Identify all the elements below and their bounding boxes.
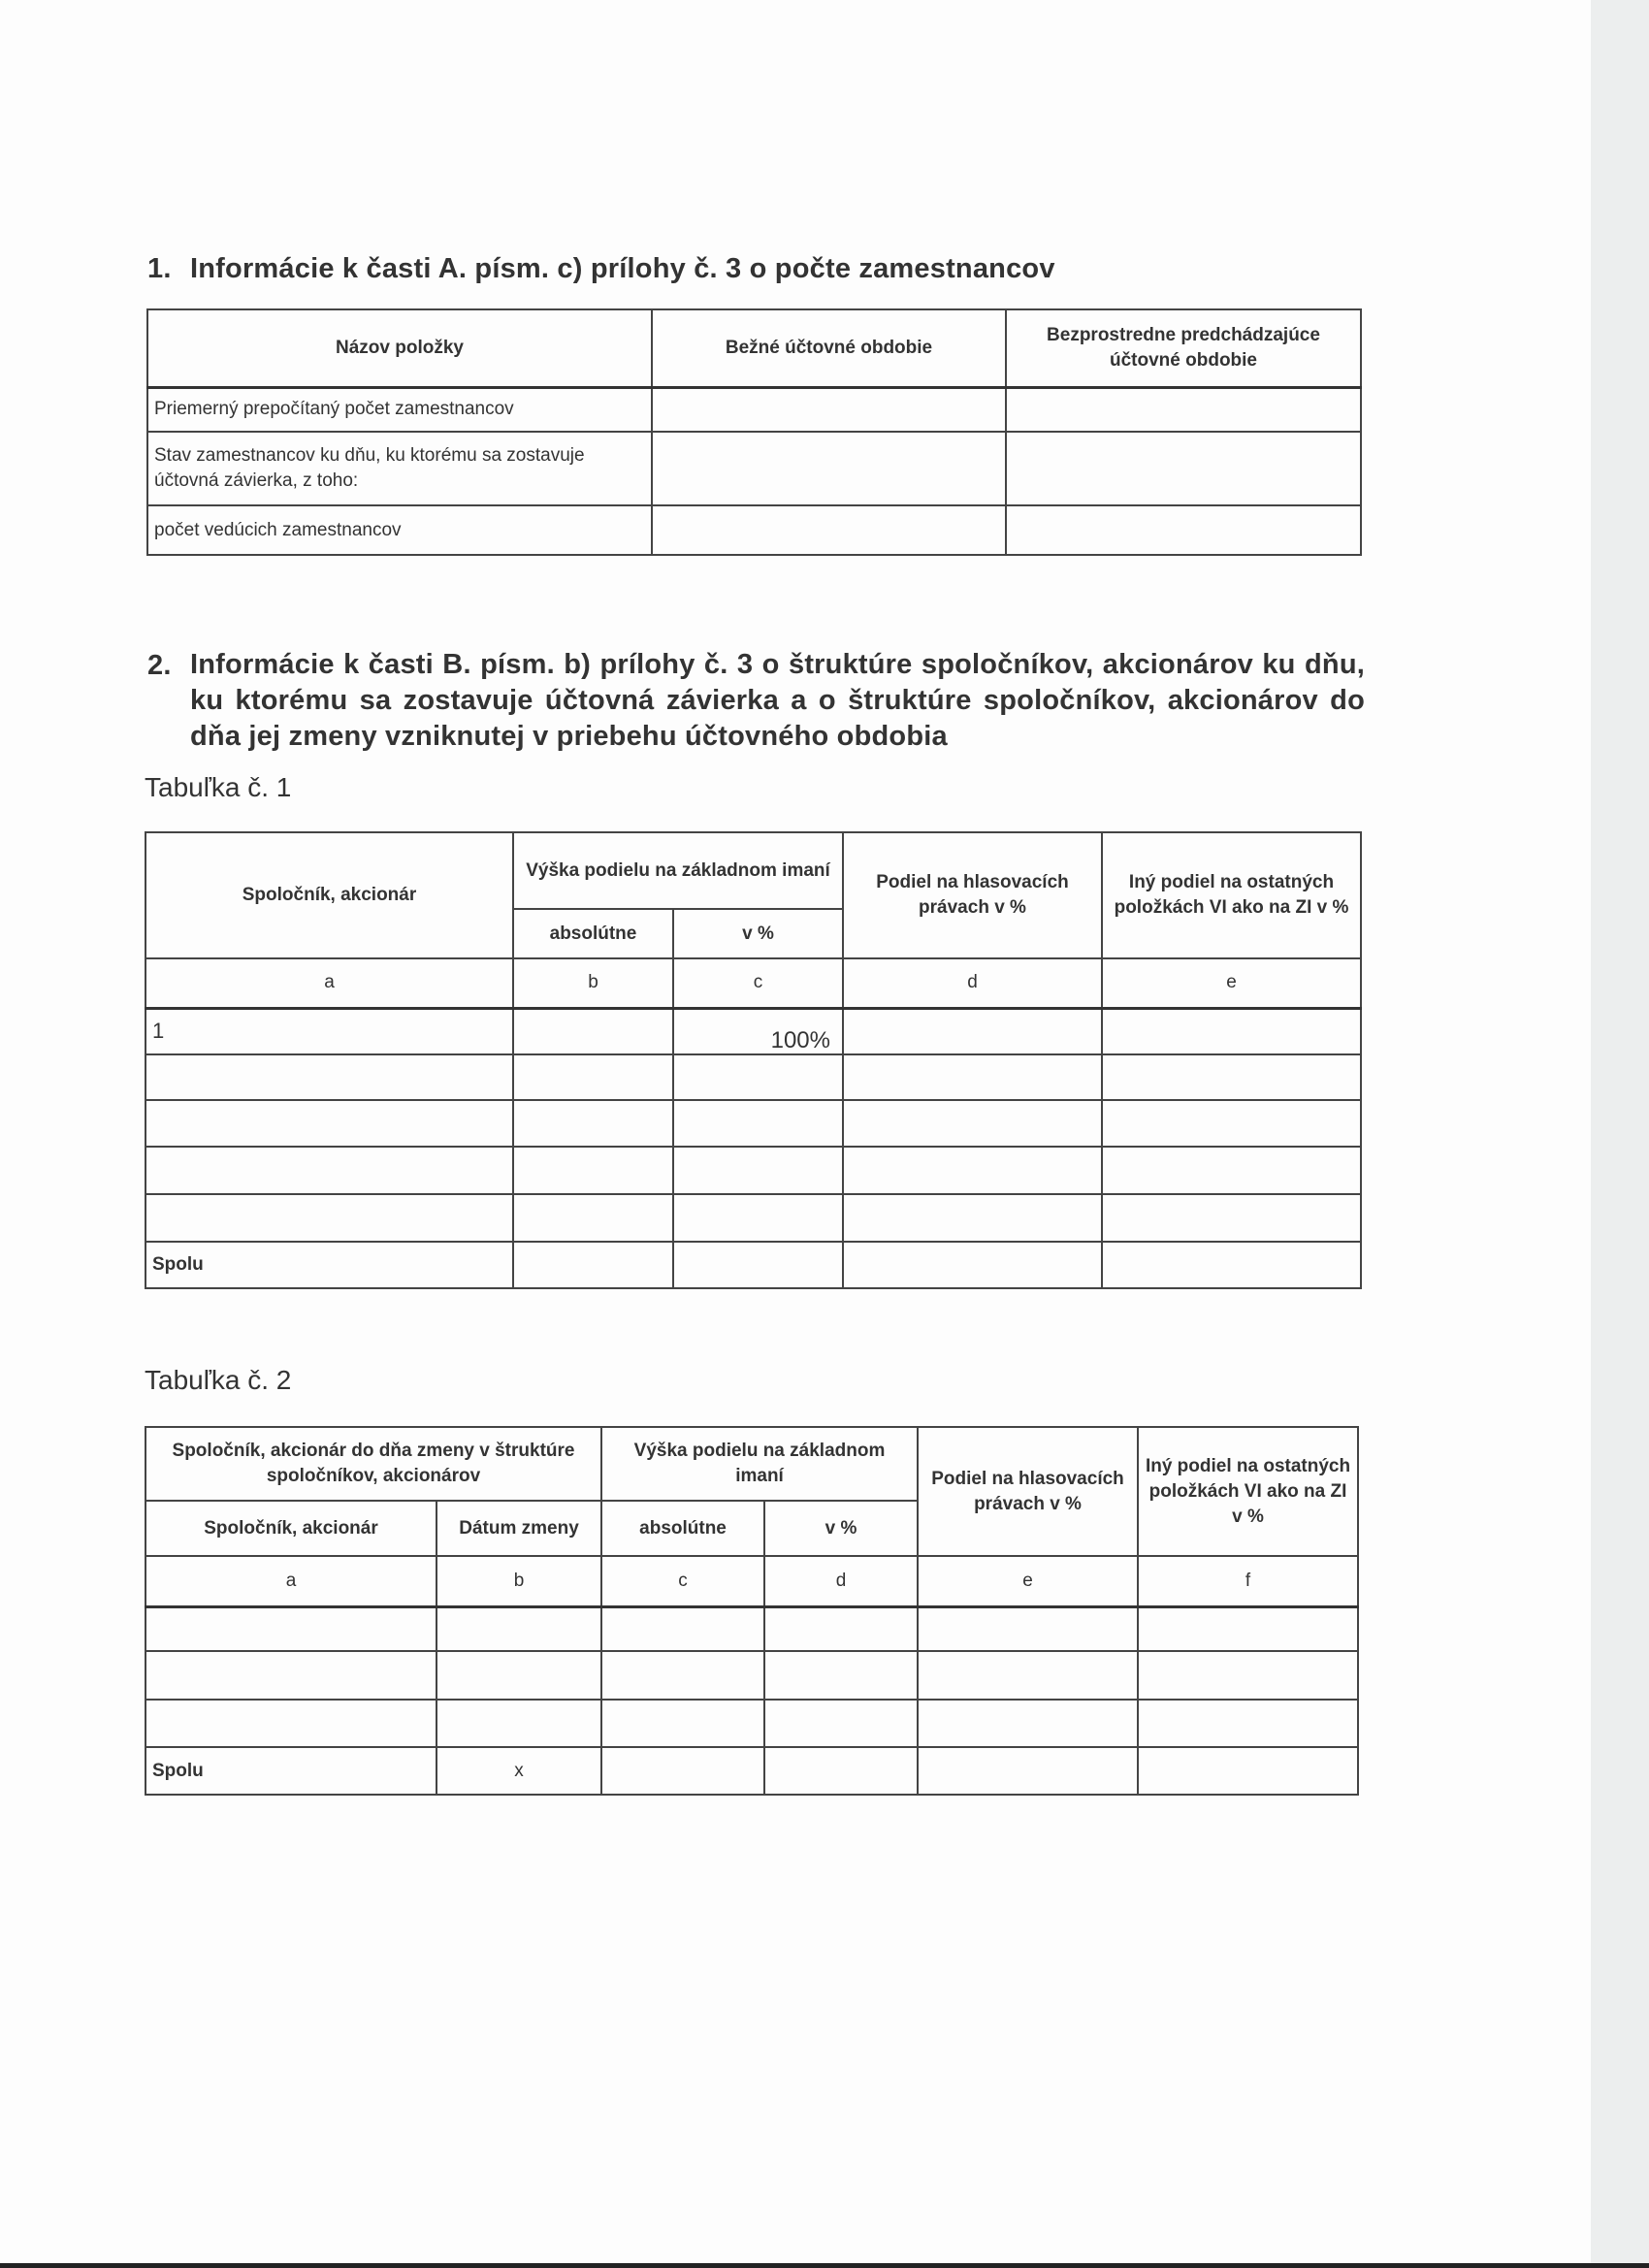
cell — [146, 1194, 513, 1242]
cell — [146, 1054, 513, 1100]
col-header-share: Výška podielu na základnom imaní — [513, 832, 843, 909]
cell — [1102, 1242, 1361, 1288]
row-label: Stav zamestnancov ku dňu, ku ktorému sa zostavuje účtovná závierka, z toho: — [147, 432, 652, 505]
scan-edge — [1591, 0, 1649, 2268]
table-row — [146, 1194, 1361, 1242]
cell — [1102, 1054, 1361, 1100]
cell — [1138, 1651, 1358, 1700]
cell — [1102, 1008, 1361, 1054]
col-header-voting: Podiel na hlasovacích právach v % — [918, 1427, 1138, 1556]
cell — [1138, 1606, 1358, 1651]
cell — [764, 1606, 918, 1651]
cell — [513, 1147, 673, 1194]
col-letter: a — [146, 958, 513, 1008]
shareholders-table-1 — [145, 831, 1362, 1289]
cell — [673, 1054, 843, 1100]
col-header-share: Výška podielu na základnom imaní — [601, 1427, 918, 1501]
col-letter: d — [843, 958, 1102, 1008]
section1-heading — [147, 250, 1370, 287]
col-header-date: Dátum zmeny — [436, 1501, 601, 1556]
cell — [146, 1100, 513, 1147]
cell — [146, 1651, 436, 1700]
cell — [843, 1242, 1102, 1288]
cell — [652, 432, 1006, 505]
total-label: Spolu — [146, 1242, 513, 1288]
cell — [652, 387, 1006, 432]
cell — [764, 1651, 918, 1700]
cell — [673, 1147, 843, 1194]
section2-heading — [147, 647, 1365, 755]
total-label: Spolu — [146, 1747, 436, 1795]
table1-caption: Tabuľka č. 1 — [145, 772, 292, 802]
col-header-other: Iný podiel na ostatných položkách VI ako na ZI v % — [1102, 832, 1361, 958]
cell — [843, 1054, 1102, 1100]
col-letter: e — [1102, 958, 1361, 1008]
cell — [918, 1606, 1138, 1651]
cell — [436, 1700, 601, 1747]
cell — [146, 1606, 436, 1651]
cell — [436, 1651, 601, 1700]
scan-border — [0, 2263, 1649, 2268]
cell — [601, 1606, 764, 1651]
table-row — [146, 1700, 1358, 1747]
col-letter: c — [601, 1556, 764, 1606]
cell — [764, 1700, 918, 1747]
table-row — [146, 1606, 1358, 1651]
col-header-previous-period: Bezprostredne predchádzajúce účtovné obdobie — [1006, 309, 1361, 387]
cell — [1102, 1100, 1361, 1147]
table-row — [146, 1100, 1361, 1147]
table2-caption: Tabuľka č. 2 — [145, 1365, 292, 1395]
cell — [673, 1100, 843, 1147]
cell — [652, 505, 1006, 555]
col-header-partner: Spoločník, akcionár — [146, 1501, 436, 1556]
cell — [513, 1054, 673, 1100]
cell — [673, 1242, 843, 1288]
cell — [1138, 1747, 1358, 1795]
cell — [918, 1747, 1138, 1795]
cell — [601, 1700, 764, 1747]
cell: 100% — [673, 1008, 843, 1054]
col-header-partner: Spoločník, akcionár — [146, 832, 513, 958]
total-date: x — [436, 1747, 601, 1795]
cell — [436, 1606, 601, 1651]
cell — [513, 1242, 673, 1288]
col-header-item-name: Názov položky — [147, 309, 652, 387]
cell — [1006, 387, 1361, 432]
col-letter: d — [764, 1556, 918, 1606]
cell — [918, 1700, 1138, 1747]
col-header-group: Spoločník, akcionár do dňa zmeny v štruktúre spoločníkov, akcionárov — [146, 1427, 601, 1501]
shareholders-table-2 — [145, 1426, 1359, 1796]
total-row — [146, 1242, 1361, 1288]
section1-number: 1. — [147, 253, 172, 284]
cell — [146, 1147, 513, 1194]
col-letter: a — [146, 1556, 436, 1606]
table-row — [146, 1054, 1361, 1100]
employees-table — [146, 308, 1362, 556]
cell — [601, 1651, 764, 1700]
cell — [1102, 1147, 1361, 1194]
col-header-absolute: absolútne — [601, 1501, 764, 1556]
cell — [843, 1008, 1102, 1054]
col-header-voting: Podiel na hlasovacích právach v % — [843, 832, 1102, 958]
col-header-current-period: Bežné účtovné obdobie — [652, 309, 1006, 387]
cell — [513, 1008, 673, 1054]
table-row — [147, 387, 1361, 432]
cell — [1138, 1700, 1358, 1747]
cell — [1102, 1194, 1361, 1242]
cell — [843, 1100, 1102, 1147]
cell — [843, 1194, 1102, 1242]
table-row — [146, 1008, 1361, 1054]
cell — [513, 1194, 673, 1242]
cell — [843, 1147, 1102, 1194]
col-letter: c — [673, 958, 843, 1008]
cell — [673, 1194, 843, 1242]
row-label: Priemerný prepočítaný počet zamestnancov — [147, 387, 652, 432]
section2-number: 2. — [147, 650, 172, 681]
table-row — [147, 432, 1361, 505]
cell — [601, 1747, 764, 1795]
letters-row — [146, 1556, 1358, 1606]
cell — [513, 1100, 673, 1147]
col-letter: b — [436, 1556, 601, 1606]
table-row — [146, 1651, 1358, 1700]
col-letter: b — [513, 958, 673, 1008]
letters-row — [146, 958, 1361, 1008]
total-row — [146, 1747, 1358, 1795]
col-letter: f — [1138, 1556, 1358, 1606]
table-row — [146, 1147, 1361, 1194]
section2-title: Informácie k časti B. písm. b) prílohy č. 3 o štruktúre spoločníkov, akcionárov ku dňu, ku ktorému sa zostavuje účtovná závierka a o štruktúre spoločníkov, akcionárov do dňa jej zmeny vzniknutej v priebehu účtovného obdobia — [190, 649, 1365, 752]
cell: 1 — [146, 1008, 513, 1054]
col-header-absolute: absolútne — [513, 909, 673, 958]
col-letter: e — [918, 1556, 1138, 1606]
section1-title: Informácie k časti A. písm. c) prílohy č. 3 o počte zamestnancov — [190, 253, 1055, 284]
row-label: počet vedúcich zamestnancov — [147, 505, 652, 555]
col-header-percent: v % — [764, 1501, 918, 1556]
col-header-other: Iný podiel na ostatných položkách VI ako na ZI v % — [1138, 1427, 1358, 1556]
cell — [146, 1700, 436, 1747]
table-row — [147, 505, 1361, 555]
cell — [764, 1747, 918, 1795]
cell — [1006, 505, 1361, 555]
col-header-percent: v % — [673, 909, 843, 958]
cell — [1006, 432, 1361, 505]
cell — [918, 1651, 1138, 1700]
